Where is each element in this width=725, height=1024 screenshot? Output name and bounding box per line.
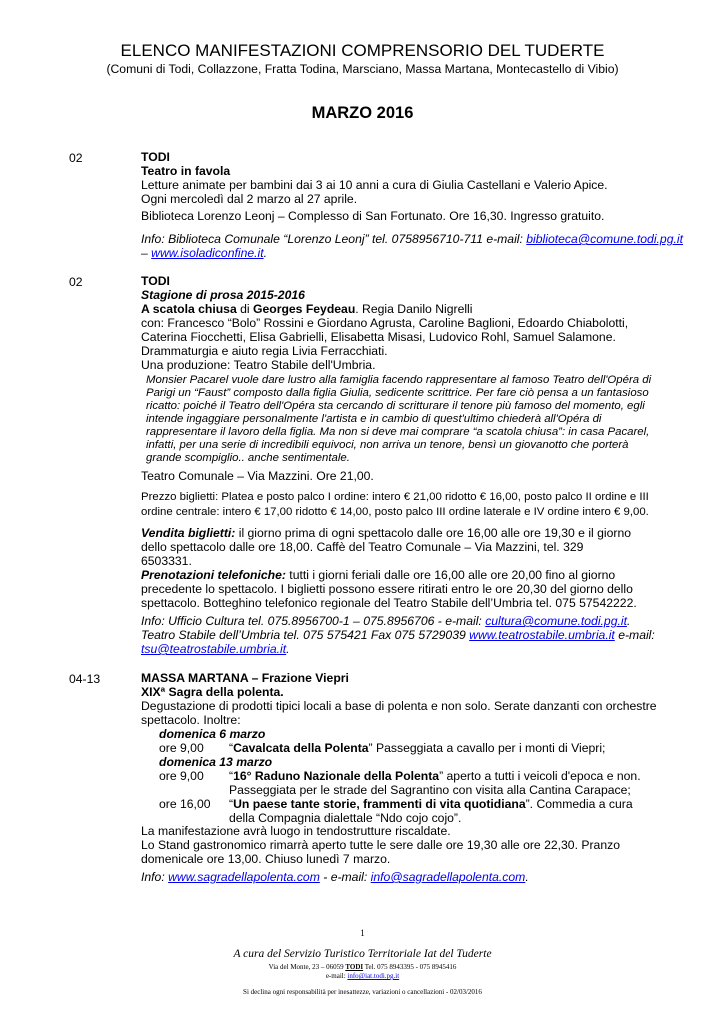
footer-disclaimer: Si declina ogni responsabilità per inesattezze, variazioni o cancellazioni - 02/03/2016	[243, 988, 482, 996]
event3-date: 04-13	[69, 672, 101, 686]
event2-info: Info: Ufficio Cultura tel. 075.8956700-1 – 075.8956706 - e-mail: cultura@comune.todi.pg.it.	[141, 614, 631, 628]
event3-note: Lo Stand gastronomico rimarrà aperto tutte le sere dalle ore 19,30 alle ore 22,30. Pranzo	[141, 838, 620, 852]
event2-sale: dello spettacolo dalle ore 18,00. Caffè del Teatro Comunale – Via Mazzini, tel. 329	[141, 540, 584, 554]
footer-email: e-mail: info@iat.todi.pg.it	[325, 972, 400, 980]
event3-desc: Degustazione di prodotti tipici locali a base di polenta e non solo. Serate danzanti con orchestre	[141, 699, 657, 713]
schedule-time: ore 9,00	[159, 741, 204, 755]
schedule-item: Passeggiata per le strade del Sagrantino con visita alla Cantina Carapace;	[229, 783, 631, 797]
plot-line: grande scompiglio.. anche sentimentale.	[146, 452, 350, 464]
event2-phone: spettacolo. Botteghino telefonico regionale del Teatro Stabile dell’Umbria tel. 075 57542222.	[141, 596, 637, 610]
schedule-item: “Cavalcata della Polenta” Passeggiata a cavallo per i monti di Viepri;	[229, 741, 606, 755]
schedule-item: della Compagnia dialettale “Ndo cojo cojo”.	[229, 811, 462, 825]
event3-title: XIXª Sagra della polenta.	[141, 685, 284, 699]
schedule-time: ore 9,00	[159, 769, 204, 783]
event2-phone: Prenotazioni telefoniche: tutti i giorni feriali dalle ore 16,00 alle ore 20,00 fino al giorno	[141, 568, 616, 582]
event3-day: domenica 6 marzo	[159, 727, 266, 741]
event2-place: TODI	[141, 274, 170, 288]
event3-day: domenica 13 marzo	[159, 755, 273, 769]
event2-venue: Teatro Comunale – Via Mazzini. Ore 21,00.	[141, 469, 374, 483]
event3-desc: spettacolo. Inoltre:	[141, 713, 241, 727]
event2-cast: Drammaturgia e aiuto regia Livia Ferracchiati.	[141, 344, 388, 358]
event1-date: 02	[69, 151, 83, 165]
footer-address: Via del Monte, 23 – 06059 TODI Tel. 075 8943395 - 075 8945416	[268, 963, 457, 971]
event2-cast: Caterina Fiocchetti, Elisa Gabrielli, Elisabetta Misasi, Ludovico Rohl, Samuel Salamone.	[141, 330, 616, 344]
event3-place: MASSA MARTANA – Frazione Viepri	[141, 671, 349, 685]
plot-line: Parigi un “Faust” composto dalla figlia Giulia, sedicente scrittrice. Per fare ciò pensa a un fantasioso	[146, 387, 649, 399]
plot-line: ricatto: poiché il Teatro dell'Opéra sta cercando di scritturare il tenore più famoso del momento, egli	[146, 400, 645, 412]
event1-place: TODI	[141, 150, 170, 164]
event2-show: A scatola chiusa di Georges Feydeau. Regia Danilo Nigrelli	[141, 302, 473, 316]
email-link[interactable]: info@sagradellapolenta.com	[370, 870, 526, 884]
page-subtitle: (Comuni di Todi, Collazzone, Fratta Todina, Marsciano, Massa Martana, Montecastello di Vibio)	[106, 62, 619, 76]
event2-date: 02	[69, 275, 83, 289]
event2-info: tsu@teatrostabile.umbria.it.	[141, 642, 290, 656]
email-link[interactable]: tsu@teatrostabile.umbria.it	[141, 642, 287, 656]
plot-line: rappresentare il lavoro della figlia. Ma non si deve mai comprare “a scatola chiusa”: in casa Pacarel,	[146, 426, 650, 438]
event1-info: – www.isoladiconfine.it.	[141, 246, 268, 260]
event2-sale: 6503331.	[141, 554, 192, 568]
schedule-item: “16° Raduno Nazionale della Polenta” aperto a tutti i veicoli d'epoca e non.	[229, 769, 641, 783]
event2-prices: ordine centrale: intero € 17,00 ridotto € 14,00, posto palco III ordine laterale e IV ordine intero € 9,00.	[141, 506, 649, 518]
event1-desc: Ogni mercoledì dal 2 marzo al 27 aprile.	[141, 192, 358, 206]
plot-line: intende ingaggiare personalmente l'artista e in cambio di quest'ultimo chiederà all'Opéra di	[146, 413, 602, 425]
event2-info: Teatro Stabile dell’Umbria tel. 075 575421 Fax 075 5729039 www.teatrostabile.umbria.it e-mail:	[141, 628, 655, 642]
event1-title: Teatro in favola	[141, 164, 231, 178]
event2-cast: con: Francesco “Bolo” Rossini e Giordano Agrusta, Caroline Baglioni, Edoardo Chiabolotti,	[141, 316, 629, 330]
event2-sale: Vendita biglietti: il giorno prima di ogni spettacolo dalle ore 16,00 alle ore 19,30 e il giorno	[141, 526, 632, 540]
event3-info: Info: www.sagradellapolenta.com - e-mail: info@sagradellapolenta.com.	[141, 870, 529, 884]
event1-venue: Biblioteca Lorenzo Leonj – Complesso di San Fortunato. Ore 16,30. Ingresso gratuito.	[141, 209, 605, 223]
email-link[interactable]: cultura@comune.todi.pg.it	[485, 614, 627, 628]
event3-note: La manifestazione avrà luogo in tendostrutture riscaldate.	[141, 824, 451, 838]
event2-season: Stagione di prosa 2015-2016	[141, 288, 305, 302]
event3-note: domenicale ore 13,00. Chiuso lunedì 7 marzo.	[141, 852, 391, 866]
email-link[interactable]: biblioteca@comune.todi.pg.it	[526, 232, 683, 246]
event1-info: Info: Biblioteca Comunale “Lorenzo Leonj” tel. 0758956710-711 e-mail: biblioteca@comune.todi.pg.it	[141, 232, 683, 246]
event1-desc: Letture animate per bambini dai 3 ai 10 anni a cura di Giulia Castellani e Valerio Apice.	[141, 178, 608, 192]
month-heading: MARZO 2016	[311, 104, 414, 122]
website-link[interactable]: www.teatrostabile.umbria.it	[469, 628, 615, 642]
schedule-item: “Un paese tante storie, frammenti di vita quotidiana”. Commedia a cura	[229, 797, 633, 811]
event2-phone: precedente lo spettacolo. I biglietti possono essere ritirati entro le ore 20,30 del giorno dello	[141, 582, 633, 596]
page-title: ELENCO MANIFESTAZIONI COMPRENSORIO DEL TUDERTE	[120, 41, 605, 60]
website-link[interactable]: www.isoladiconfine.it	[151, 246, 264, 260]
page-number: 1	[360, 928, 365, 938]
schedule-time: ore 16,00	[159, 797, 211, 811]
plot-line: Monsier Pacarel vuole dare lustro alla famiglia facendo rappresentare al famoso Teatro dell'Opéra di	[146, 374, 652, 386]
event2-production: Una produzione: Teatro Stabile dell'Umbria.	[141, 358, 376, 372]
email-link[interactable]: info@iat.todi.pg.it	[347, 972, 400, 980]
website-link[interactable]: www.sagradellapolenta.com	[168, 870, 320, 884]
footer-credit: A cura del Servizio Turistico Territoriale Iat del Tuderte	[233, 948, 492, 960]
plot-line: infatti, per una serie di incredibili equivoci, non arriva un tenore, bensì un giovanotto che porterà	[146, 439, 629, 451]
event2-prices: Prezzo biglietti: Platea e posto palco I ordine: intero € 21,00 ridotto € 16,00, posto palco II ordine e III	[141, 491, 649, 503]
